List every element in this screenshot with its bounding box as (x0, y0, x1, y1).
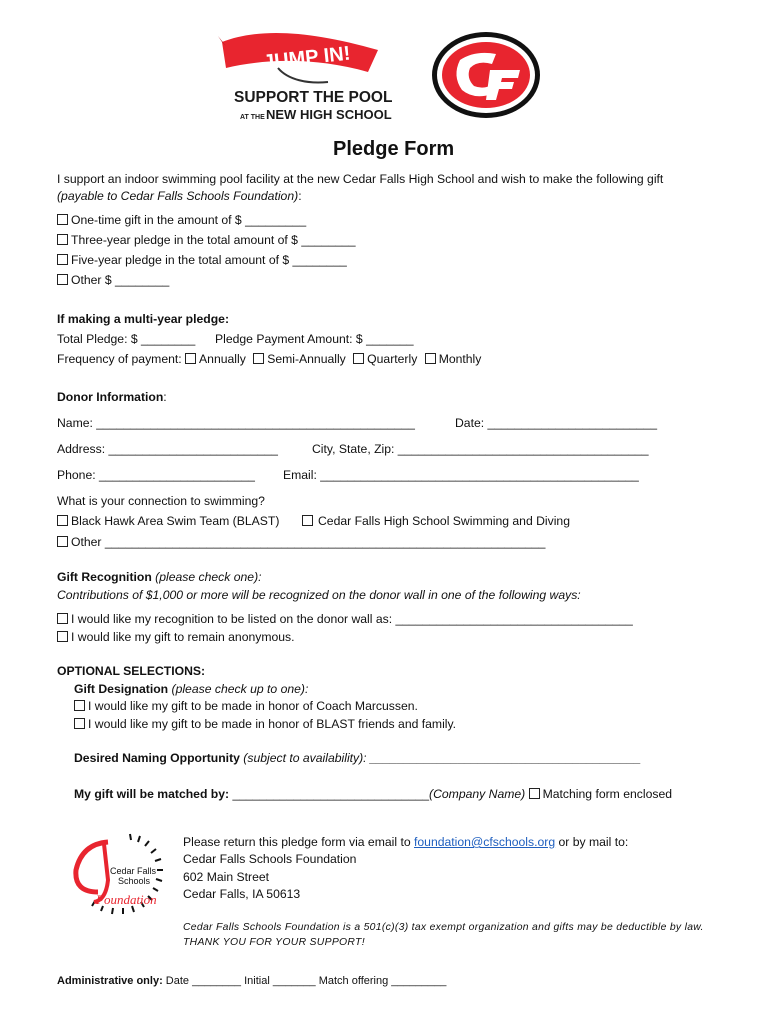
gift-option-label: Three-year pledge in the total amount of $ ________ (71, 233, 356, 247)
recognition-option-label: I would like my recognition to be listed on the donor wall as: ___________________________________ (71, 612, 633, 626)
connection-option-label: Black Hawk Area Swim Team (BLAST) (71, 514, 280, 528)
recognition-option-label: I would like my gift to remain anonymous. (71, 630, 295, 644)
checkbox[interactable] (302, 515, 313, 526)
naming-label: Desired Naming Opportunity (74, 751, 240, 765)
intro-payable-note: (payable to Cedar Falls Schools Foundation) (57, 189, 299, 203)
match-row (74, 787, 672, 801)
return-line-1 (183, 835, 628, 849)
checkbox-semi-annually[interactable] (253, 353, 264, 364)
designation-heading-text: Gift Designation (74, 682, 169, 696)
banner-jump-in-text: JUMP IN! (262, 42, 352, 74)
gift-option-label: One-time gift in the amount of $ _________ (71, 213, 307, 227)
connection-option-blast[interactable] (57, 514, 279, 528)
return-suffix: or by mail to: (555, 835, 629, 849)
donor-heading-colon: : (163, 390, 167, 404)
recognition-option-anonymous[interactable] (57, 630, 295, 644)
admin-row (57, 975, 446, 987)
intro-line-2 (57, 189, 302, 203)
checkbox[interactable] (57, 631, 68, 642)
recognition-option-listed[interactable] (57, 612, 633, 626)
naming-opportunity-field[interactable] (74, 751, 641, 765)
checkbox[interactable] (57, 254, 68, 265)
foundation-cedar-falls-text: Cedar Falls (110, 866, 157, 876)
checkbox-quarterly[interactable] (353, 353, 364, 364)
gift-option-label: Other $ ________ (71, 273, 170, 287)
donor-heading-text: Donor Information (57, 390, 164, 404)
connection-option-other[interactable] (57, 535, 545, 549)
connection-option-cfhs[interactable] (302, 514, 570, 528)
intro-colon: : (298, 189, 302, 203)
checkbox[interactable] (74, 718, 85, 729)
cf-logo (430, 30, 542, 120)
recognition-note: Contributions of $1,000 or more will be recognized on the donor wall in one of the following ways: (57, 588, 581, 602)
match-option-label: Matching form enclosed (542, 787, 672, 801)
gift-option-label: Five-year pledge in the total amount of $ ________ (71, 253, 347, 267)
foundation-script-text: Foundation (96, 892, 157, 907)
checkbox-annually[interactable] (185, 353, 196, 364)
return-street: 602 Main Street (183, 870, 270, 884)
frequency-row (57, 352, 481, 366)
phone-field[interactable]: Phone: _______________________ (57, 468, 255, 482)
connection-question: What is your connection to swimming? (57, 494, 265, 508)
checkbox-matching-form[interactable] (529, 788, 540, 799)
checkbox[interactable] (57, 536, 68, 547)
optional-heading: OPTIONAL SELECTIONS: (57, 664, 206, 678)
recognition-heading-note: (please check one): (151, 570, 262, 584)
recognition-heading-text: Gift Recognition (57, 570, 152, 584)
frequency-monthly: Monthly (438, 352, 482, 366)
gift-option-three-year[interactable] (57, 233, 356, 247)
designation-option-label: I would like my gift to be made in honor of Coach Marcussen. (88, 699, 418, 713)
frequency-annually: Annually (199, 352, 246, 366)
match-label: My gift will be matched by: (74, 787, 233, 801)
return-city: Cedar Falls, IA 50613 (183, 887, 301, 901)
city-state-zip-field[interactable]: City, State, Zip: _____________________________________ (312, 442, 649, 456)
designation-option-label: I would like my gift to be made in honor of BLAST friends and family. (88, 717, 457, 731)
match-company-note: (Company Name) (429, 787, 529, 801)
payment-amount-field[interactable]: Pledge Payment Amount: $ _______ (215, 332, 414, 346)
banner-support-text: SUPPORT THE POOL (234, 89, 393, 106)
designation-heading (74, 682, 308, 696)
address-field[interactable]: Address: _________________________ (57, 442, 278, 456)
designation-option-coach[interactable] (74, 699, 418, 713)
foundation-email-link[interactable]: foundation@cfschools.org (414, 835, 556, 849)
jump-in-logo (218, 28, 398, 124)
return-org: Cedar Falls Schools Foundation (183, 852, 357, 866)
page-title: Pledge Form (333, 138, 455, 160)
foundation-logo (68, 830, 168, 922)
email-field[interactable]: Email: _______________________________________________ (283, 468, 639, 482)
jump-in-banner-graphic (218, 28, 398, 124)
cf-emblem-graphic (430, 30, 542, 120)
donor-heading (57, 390, 167, 404)
banner-at-the-text: AT THE (240, 114, 265, 121)
designation-option-blast[interactable] (74, 717, 456, 731)
total-pledge-field[interactable]: Total Pledge: $ ________ (57, 332, 196, 346)
date-field[interactable]: Date: _________________________ (455, 416, 657, 430)
match-company-field[interactable]: _____________________________ (232, 787, 430, 801)
checkbox[interactable] (57, 274, 68, 285)
tax-exempt-note: Cedar Falls Schools Foundation is a 501(c)(3) tax exempt organization and gifts may be deductible by law. (183, 922, 704, 933)
gift-option-five-year[interactable] (57, 253, 347, 267)
checkbox[interactable] (74, 700, 85, 711)
frequency-label: Frequency of payment: (57, 352, 186, 366)
recognition-heading (57, 570, 262, 584)
checkbox-monthly[interactable] (425, 353, 436, 364)
intro-line-1: I support an indoor swimming pool facility at the new Cedar Falls High School and wish to make the following gift (57, 172, 664, 186)
connection-option-label: Other _________________________________________________________________ (71, 535, 546, 549)
designation-heading-note: (please check up to one): (168, 682, 309, 696)
checkbox[interactable] (57, 234, 68, 245)
frequency-quarterly: Quarterly (367, 352, 418, 366)
thank-you-note: THANK YOU FOR YOUR SUPPORT! (183, 937, 365, 948)
gift-option-other[interactable] (57, 273, 169, 287)
checkbox[interactable] (57, 613, 68, 624)
banner-new-hs-text: NEW HIGH SCHOOL (266, 107, 392, 122)
admin-fields: Date ________ Initial _______ Match offering _________ (162, 975, 447, 987)
admin-label: Administrative only: (57, 975, 163, 987)
return-prefix: Please return this pledge form via email to (183, 835, 414, 849)
foundation-logo-graphic (68, 830, 168, 922)
checkbox[interactable] (57, 214, 68, 225)
frequency-semi-annually: Semi-Annually (267, 352, 346, 366)
name-field[interactable]: Name: _______________________________________________ (57, 416, 415, 430)
foundation-schools-text: Schools (118, 876, 151, 886)
checkbox[interactable] (57, 515, 68, 526)
naming-note: (subject to availability): ________________________________________ (239, 751, 642, 765)
connection-option-label: Cedar Falls High School Swimming and Diving (318, 514, 570, 528)
gift-option-one-time[interactable] (57, 213, 306, 227)
multi-year-heading: If making a multi-year pledge: (57, 312, 230, 326)
